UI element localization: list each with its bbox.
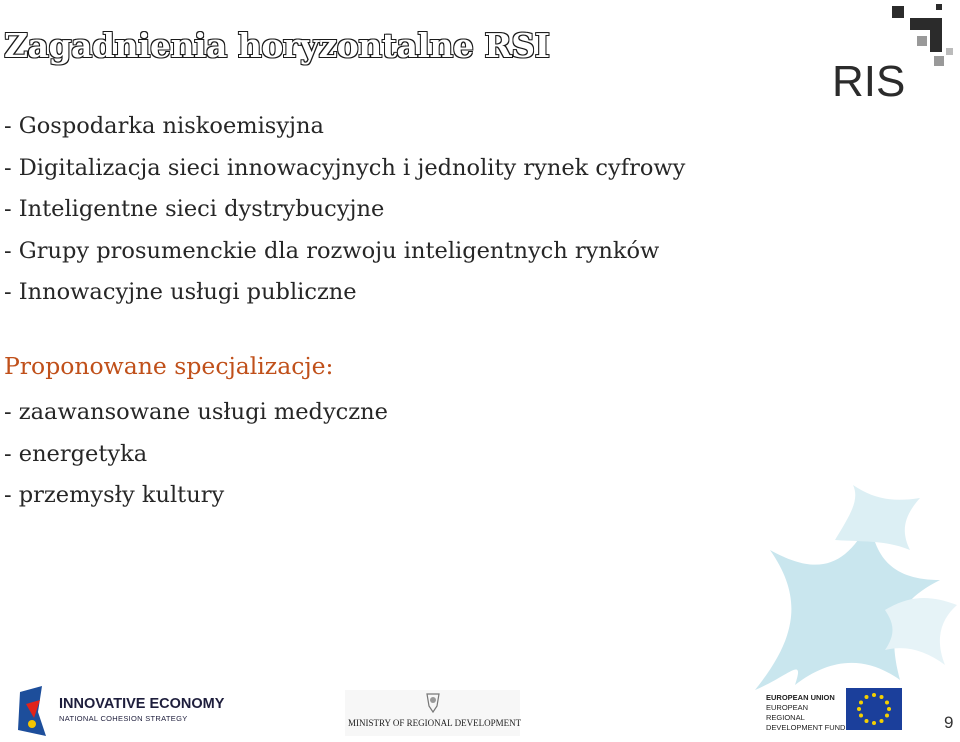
list-item: - Digitalizacja sieci innowacyjnych i jednolity rynek cyfrowy (4, 154, 686, 181)
innovative-economy-emblem-icon (12, 684, 54, 738)
list-item: - przemysły kultury (4, 482, 225, 508)
ris-logo-text: RIS (832, 57, 906, 106)
eu-fund-text (766, 693, 846, 733)
slide-title: Zagadnienia horyzontalne RSI (4, 26, 550, 65)
specializations-list (4, 392, 388, 517)
innovative-economy-title: INNOVATIVE ECONOMY (59, 696, 225, 712)
eu-fund-logo (766, 688, 906, 736)
page-number: 9 (944, 713, 954, 732)
decorative-star-shapes (735, 480, 960, 695)
ministry-text: MINISTRY OF REGIONAL DEVELOPMENT (348, 718, 522, 728)
list-item: - Grupy prosumenckie dla rozwoju inteligentnych rynków (4, 237, 660, 264)
list-item: - zaawansowane usługi medyczne (4, 399, 388, 425)
horizontal-topics-list (4, 106, 685, 314)
innovative-economy-subtitle: NATIONAL COHESION STRATEGY (59, 714, 188, 723)
innovative-economy-logo (12, 684, 232, 738)
list-item: - Innowacyjne usługi publiczne (4, 279, 357, 305)
eagle-emblem-icon (345, 690, 520, 716)
eu-line-1: EUROPEAN UNION (766, 693, 835, 702)
list-item: - Gospodarka niskoemisyjna (4, 113, 324, 139)
ris-logo (830, 0, 955, 110)
specializations-heading: Proponowane specjalizacje: (4, 352, 334, 380)
eu-line-2: EUROPEAN REGIONAL (766, 703, 809, 722)
eu-line-3: DEVELOPMENT FUND (766, 723, 846, 732)
ministry-logo (345, 690, 520, 736)
list-item: - energetyka (4, 440, 148, 467)
eu-flag-icon (846, 688, 902, 730)
list-item: - Inteligentne sieci dystrybucyjne (4, 196, 385, 222)
